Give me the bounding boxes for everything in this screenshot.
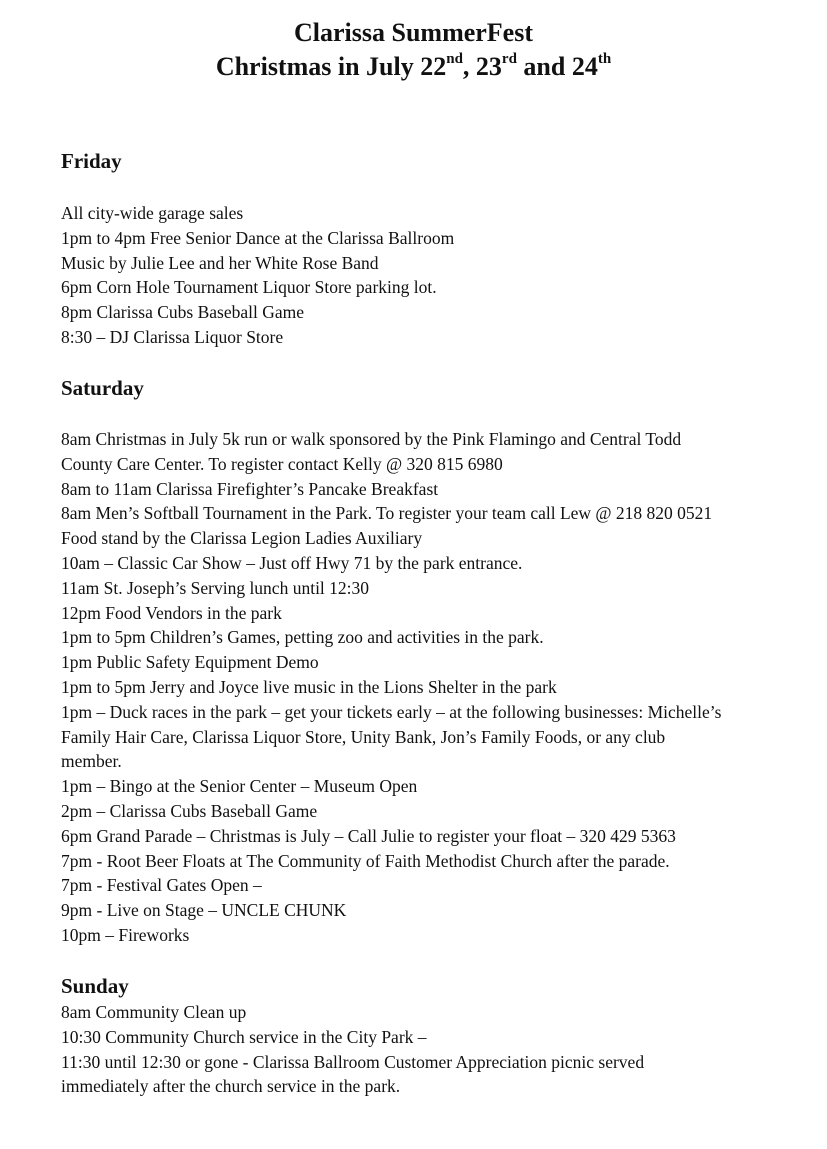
document-title: Clarissa SummerFest (293, 18, 533, 47)
ordinal-suffix: rd (501, 51, 517, 68)
schedule-line: 6pm Corn Hole Tournament Liquor Store parking lot. (61, 277, 437, 298)
schedule-line: 6pm Grand Parade – Christmas is July – Call Julie to register your float – 320 429 5363 (61, 825, 676, 846)
section-heading-sunday: Sunday (61, 974, 129, 998)
subtitle-text: , 23 (462, 52, 502, 81)
schedule-line: 1pm Public Safety Equipment Demo (61, 652, 319, 673)
schedule-line: 1pm – Bingo at the Senior Center – Museum Open (61, 776, 418, 797)
ordinal-suffix: th (597, 51, 612, 68)
schedule-line: 8am Christmas in July 5k run or walk sponsored by the Pink Flamingo and Central Todd (61, 429, 682, 449)
subtitle-text: and 24 (516, 52, 598, 81)
schedule-line: 8pm Clarissa Cubs Baseball Game (61, 302, 305, 323)
schedule-line: County Care Center. To register contact Kelly @ 320 815 6980 (61, 453, 503, 474)
schedule-line: 10am – Classic Car Show – Just off Hwy 71 by the park entrance. (61, 552, 523, 573)
document-subtitle (0, 52, 827, 82)
ordinal-suffix: nd (446, 51, 463, 68)
schedule-line: 10pm – Fireworks (61, 924, 190, 945)
schedule-line: 8am Community Clean up (61, 1002, 247, 1022)
schedule-line: member. (61, 751, 122, 772)
schedule-line: Food stand by the Clarissa Legion Ladies Auxiliary (61, 528, 423, 549)
schedule-line: 1pm to 5pm Jerry and Joyce live music in the Lions Shelter in the park (61, 676, 557, 697)
schedule-line: 9pm - Live on Stage – UNCLE CHUNK (61, 900, 347, 921)
schedule-line: 1pm – Duck races in the park – get your tickets early – at the following businesses: Michelle’s (61, 701, 722, 722)
schedule-line: 2pm – Clarissa Cubs Baseball Game (61, 800, 318, 821)
schedule-line: Family Hair Care, Clarissa Liquor Store, Unity Bank, Jon’s Family Foods, or any club (61, 726, 666, 747)
subtitle-text: Christmas in July 22 (215, 52, 447, 81)
schedule-line: 1pm to 5pm Children’s Games, petting zoo and activities in the park. (61, 627, 544, 648)
schedule-line: 8am to 11am Clarissa Firefighter’s Pancake Breakfast (61, 478, 439, 499)
schedule-line: Music by Julie Lee and her White Rose Band (61, 252, 379, 273)
schedule-line: immediately after the church service in the park. (61, 1076, 401, 1097)
schedule-line: 10:30 Community Church service in the City Park – (61, 1026, 427, 1047)
schedule-line: 8:30 – DJ Clarissa Liquor Store (61, 326, 284, 347)
schedule-line: 12pm Food Vendors in the park (61, 602, 282, 623)
schedule-line: All city-wide garage sales (61, 203, 244, 223)
saturday-schedule (61, 427, 781, 948)
section-heading-friday: Friday (61, 149, 122, 173)
schedule-line: 7pm - Festival Gates Open – (61, 875, 262, 896)
sunday-schedule (61, 1000, 781, 1099)
schedule-line: 1pm to 4pm Free Senior Dance at the Clarissa Ballroom (61, 227, 455, 248)
schedule-line: 11am St. Joseph’s Serving lunch until 12:30 (61, 577, 370, 598)
friday-schedule (61, 201, 781, 350)
section-heading-saturday: Saturday (61, 376, 144, 400)
schedule-line: 7pm - Root Beer Floats at The Community of Faith Methodist Church after the parade. (61, 850, 670, 871)
schedule-line: 8am Men’s Softball Tournament in the Park. To register your team call Lew @ 218 820 0521 (61, 503, 713, 524)
schedule-line: 11:30 until 12:30 or gone - Clarissa Ballroom Customer Appreciation picnic served (61, 1051, 645, 1072)
